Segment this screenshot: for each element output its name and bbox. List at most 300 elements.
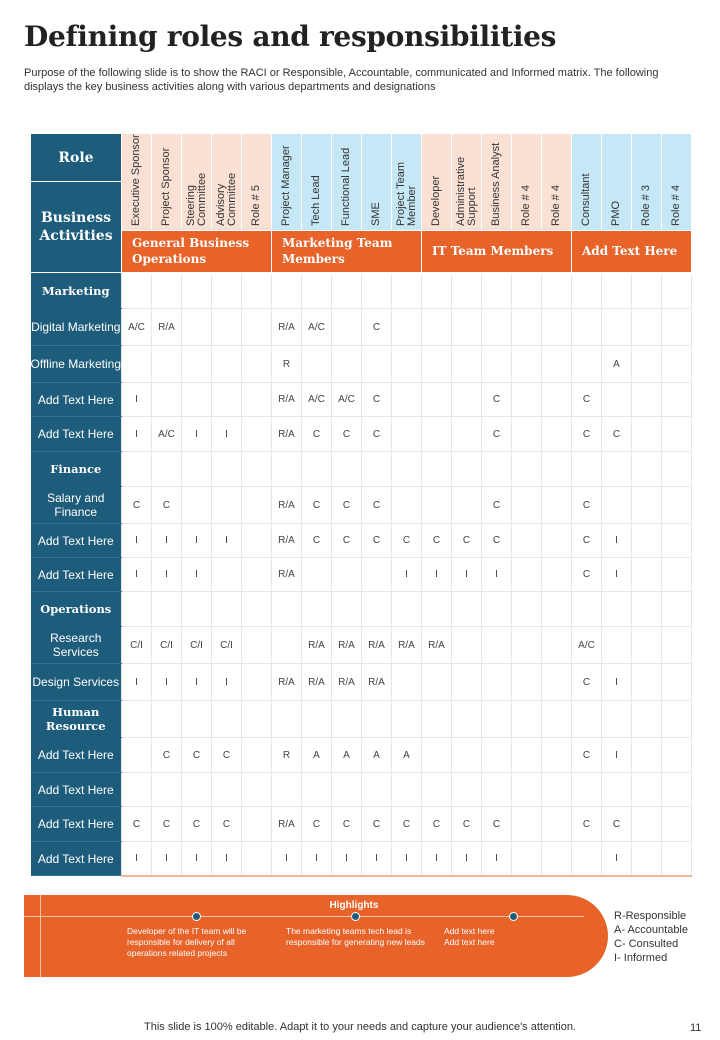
empty-cell	[242, 592, 272, 627]
raci-cell: I	[272, 842, 302, 876]
raci-cell: R/A	[272, 309, 302, 346]
raci-cell	[572, 773, 602, 807]
raci-cell	[242, 664, 272, 701]
raci-cell	[542, 309, 572, 346]
raci-cell: R/A	[302, 664, 332, 701]
table-row	[31, 627, 692, 664]
empty-cell	[452, 452, 482, 487]
activity-label: Add Text Here	[31, 417, 122, 452]
raci-cell	[662, 346, 692, 383]
role-header	[542, 134, 572, 231]
empty-cell	[122, 452, 152, 487]
raci-cell	[332, 773, 362, 807]
role-name: SME	[370, 202, 382, 226]
raci-cell: C	[572, 558, 602, 592]
raci-cell: C	[302, 417, 332, 452]
raci-cell	[572, 842, 602, 876]
empty-cell	[632, 273, 662, 309]
raci-cell	[242, 558, 272, 592]
raci-cell: C	[602, 807, 632, 842]
activity-label: Add Text Here	[31, 524, 122, 558]
roles-header-row	[31, 134, 692, 182]
raci-cell	[662, 664, 692, 701]
raci-cell: A	[332, 738, 362, 773]
empty-cell	[302, 701, 332, 738]
raci-cell	[662, 773, 692, 807]
raci-cell: I	[422, 558, 452, 592]
raci-cell	[422, 383, 452, 417]
empty-cell	[392, 273, 422, 309]
raci-cell	[602, 309, 632, 346]
legend-item: C- Consulted	[614, 938, 679, 950]
raci-cell	[542, 773, 572, 807]
raci-cell: I	[392, 842, 422, 876]
role-header	[512, 134, 542, 231]
raci-cell: R/A	[272, 807, 302, 842]
raci-cell	[662, 627, 692, 664]
raci-cell: I	[122, 417, 152, 452]
empty-cell	[632, 592, 662, 627]
raci-cell	[422, 738, 452, 773]
raci-cell: I	[182, 664, 212, 701]
raci-cell: I	[122, 558, 152, 592]
raci-cell: I	[602, 558, 632, 592]
raci-cell: C	[362, 383, 392, 417]
empty-cell	[542, 273, 572, 309]
role-header	[602, 134, 632, 231]
empty-cell	[332, 592, 362, 627]
activity-label: Offline Marketing	[31, 346, 122, 383]
raci-cell	[422, 417, 452, 452]
raci-cell	[242, 417, 272, 452]
raci-cell	[212, 487, 242, 524]
raci-cell	[662, 383, 692, 417]
raci-cell: I	[452, 842, 482, 876]
raci-cell	[602, 383, 632, 417]
raci-cell	[422, 664, 452, 701]
raci-cell: I	[152, 558, 182, 592]
empty-cell	[332, 452, 362, 487]
role-name: Project Sponsor	[160, 147, 172, 226]
raci-cell	[632, 383, 662, 417]
raci-cell	[212, 346, 242, 383]
raci-cell	[332, 346, 362, 383]
raci-cell: C	[332, 417, 362, 452]
empty-cell	[662, 273, 692, 309]
department-header: Add Text Here	[572, 231, 692, 273]
raci-cell: I	[602, 842, 632, 876]
page-subtitle: Purpose of the following slide is to show the RACI or Responsible, Accountable, communicated and Informed matrix. The following displays the key business activities along with various departments and designations	[24, 67, 659, 93]
empty-cell	[272, 592, 302, 627]
empty-cell	[272, 452, 302, 487]
raci-cell: C	[302, 524, 332, 558]
raci-cell: I	[212, 664, 242, 701]
raci-cell: C	[572, 417, 602, 452]
raci-cell: C	[602, 417, 632, 452]
raci-cell: C	[152, 807, 182, 842]
raci-cell: C/I	[122, 627, 152, 664]
highlight-item-3: Add text here Add text here	[444, 926, 495, 947]
empty-cell	[512, 701, 542, 738]
category-label: Finance	[31, 452, 122, 487]
raci-cell	[542, 842, 572, 876]
raci-cell	[272, 773, 302, 807]
raci-cell	[542, 664, 572, 701]
raci-cell	[332, 309, 362, 346]
raci-cell	[632, 807, 662, 842]
empty-cell	[662, 701, 692, 738]
raci-cell	[542, 383, 572, 417]
raci-cell	[392, 664, 422, 701]
activity-label: Salary and Finance	[31, 487, 122, 524]
raci-cell	[662, 487, 692, 524]
raci-cell	[632, 842, 662, 876]
raci-cell	[452, 309, 482, 346]
activity-label: Add Text Here	[31, 383, 122, 417]
raci-cell	[662, 524, 692, 558]
raci-cell	[512, 558, 542, 592]
raci-cell	[452, 346, 482, 383]
raci-cell: I	[182, 558, 212, 592]
activity-label: Design Services	[31, 664, 122, 701]
raci-cell	[452, 627, 482, 664]
timeline-dot-icon	[509, 912, 518, 921]
empty-cell	[362, 701, 392, 738]
empty-cell	[302, 592, 332, 627]
raci-cell: A/C	[122, 309, 152, 346]
raci-cell	[512, 383, 542, 417]
raci-cell	[302, 558, 332, 592]
empty-cell	[632, 452, 662, 487]
raci-cell: A	[602, 346, 632, 383]
empty-cell	[212, 273, 242, 309]
raci-cell	[512, 309, 542, 346]
raci-cell	[182, 383, 212, 417]
raci-cell: I	[182, 524, 212, 558]
raci-cell: C	[362, 524, 392, 558]
empty-cell	[212, 452, 242, 487]
raci-cell	[512, 807, 542, 842]
empty-cell	[632, 701, 662, 738]
raci-cell	[512, 487, 542, 524]
raci-cell	[632, 558, 662, 592]
activity-label: Research Services	[31, 627, 122, 664]
empty-cell	[152, 273, 182, 309]
raci-cell	[542, 558, 572, 592]
table-row	[31, 524, 692, 558]
department-header: Marketing Team Members	[272, 231, 422, 273]
raci-cell: C	[332, 524, 362, 558]
empty-cell	[152, 452, 182, 487]
department-header: General Business Operations	[122, 231, 272, 273]
raci-cell: R/A	[152, 309, 182, 346]
category-label: Human Resource	[31, 701, 122, 738]
raci-cell: C	[482, 417, 512, 452]
empty-cell	[542, 592, 572, 627]
empty-cell	[362, 452, 392, 487]
role-name: Role # 4	[520, 185, 532, 226]
empty-cell	[212, 592, 242, 627]
raci-cell: I	[212, 417, 242, 452]
raci-cell	[362, 773, 392, 807]
raci-cell	[662, 417, 692, 452]
raci-cell: I	[182, 417, 212, 452]
raci-cell: R/A	[272, 664, 302, 701]
empty-cell	[392, 592, 422, 627]
raci-cell	[332, 558, 362, 592]
raci-cell: I	[452, 558, 482, 592]
empty-cell	[362, 273, 392, 309]
raci-cell: C	[392, 524, 422, 558]
raci-cell	[482, 738, 512, 773]
category-row	[31, 701, 692, 738]
raci-cell: R/A	[272, 487, 302, 524]
empty-cell	[482, 273, 512, 309]
raci-cell: C	[302, 807, 332, 842]
table-row	[31, 807, 692, 842]
raci-cell: C	[152, 487, 182, 524]
raci-cell	[392, 346, 422, 383]
raci-cell: R/A	[272, 524, 302, 558]
role-name: Project Team Member	[394, 162, 418, 226]
raci-cell: R/A	[362, 627, 392, 664]
role-header	[212, 134, 242, 231]
role-name: Role # 4	[670, 185, 682, 226]
raci-cell	[452, 664, 482, 701]
empty-cell	[332, 701, 362, 738]
raci-cell: I	[122, 383, 152, 417]
raci-cell	[242, 738, 272, 773]
raci-cell: I	[602, 664, 632, 701]
raci-cell: C	[362, 487, 392, 524]
raci-cell: C	[362, 309, 392, 346]
legend-item: A- Accountable	[614, 924, 688, 936]
raci-cell: C	[332, 487, 362, 524]
raci-cell: I	[602, 738, 632, 773]
empty-cell	[422, 452, 452, 487]
raci-cell	[242, 487, 272, 524]
raci-cell	[452, 738, 482, 773]
raci-cell: C/I	[152, 627, 182, 664]
empty-cell	[422, 273, 452, 309]
raci-cell: R/A	[332, 664, 362, 701]
raci-cell	[422, 309, 452, 346]
raci-cell: C/I	[182, 627, 212, 664]
timeline-dot-icon	[192, 912, 201, 921]
raci-legend	[614, 909, 688, 965]
role-name: Functional Lead	[340, 147, 352, 226]
page-title: Defining roles and responsibilities	[24, 20, 557, 53]
raci-cell: R/A	[332, 627, 362, 664]
raci-cell	[542, 346, 572, 383]
raci-cell: I	[482, 558, 512, 592]
raci-cell: C/I	[212, 627, 242, 664]
raci-cell	[242, 309, 272, 346]
raci-cell: R/A	[272, 558, 302, 592]
empty-cell	[122, 701, 152, 738]
empty-cell	[542, 701, 572, 738]
empty-cell	[482, 701, 512, 738]
empty-cell	[482, 452, 512, 487]
raci-cell: C	[452, 807, 482, 842]
activity-label: Add Text Here	[31, 558, 122, 592]
raci-cell	[512, 627, 542, 664]
activity-label: Add Text Here	[31, 773, 122, 807]
raci-cell	[302, 346, 332, 383]
raci-cell: A/C	[302, 309, 332, 346]
empty-cell	[452, 273, 482, 309]
timeline-dot-icon	[351, 912, 360, 921]
role-header	[422, 134, 452, 231]
raci-cell	[152, 383, 182, 417]
raci-cell	[512, 524, 542, 558]
table-row	[31, 664, 692, 701]
raci-matrix	[30, 133, 692, 877]
raci-cell: C	[452, 524, 482, 558]
role-header	[662, 134, 692, 231]
footer-note: This slide is 100% editable. Adapt it to your needs and capture your audience's attention.	[144, 1021, 576, 1033]
table-row	[31, 842, 692, 876]
raci-cell	[242, 807, 272, 842]
raci-cell	[122, 738, 152, 773]
empty-cell	[602, 452, 632, 487]
raci-cell: R/A	[302, 627, 332, 664]
category-row	[31, 592, 692, 627]
raci-cell	[362, 346, 392, 383]
raci-cell	[452, 487, 482, 524]
role-name: PMO	[610, 200, 622, 226]
raci-cell: C	[482, 807, 512, 842]
empty-cell	[512, 452, 542, 487]
empty-cell	[272, 701, 302, 738]
raci-cell	[632, 738, 662, 773]
empty-cell	[452, 592, 482, 627]
raci-cell	[122, 346, 152, 383]
raci-cell	[152, 346, 182, 383]
empty-cell	[662, 452, 692, 487]
raci-cell: C	[332, 807, 362, 842]
raci-cell	[182, 773, 212, 807]
activity-label: Add Text Here	[31, 807, 122, 842]
role-name: Business Analyst	[490, 142, 502, 226]
raci-cell	[422, 773, 452, 807]
empty-cell	[212, 701, 242, 738]
role-header	[302, 134, 332, 231]
role-header	[452, 134, 482, 231]
legend-item: I- Informed	[614, 952, 668, 964]
raci-cell	[632, 664, 662, 701]
role-name: Role # 4	[550, 185, 562, 226]
role-header	[152, 134, 182, 231]
raci-cell	[482, 346, 512, 383]
raci-cell: C	[122, 487, 152, 524]
empty-cell	[602, 701, 632, 738]
raci-cell	[542, 487, 572, 524]
raci-cell: I	[122, 524, 152, 558]
role-name: Project Manager	[280, 145, 292, 226]
raci-cell: R/A	[392, 627, 422, 664]
raci-cell	[662, 842, 692, 876]
page-number: 11	[690, 1022, 702, 1034]
raci-cell: A	[362, 738, 392, 773]
raci-cell	[512, 842, 542, 876]
raci-cell	[662, 309, 692, 346]
raci-cell	[602, 627, 632, 664]
raci-cell	[392, 773, 422, 807]
raci-cell	[452, 773, 482, 807]
raci-cell: I	[332, 842, 362, 876]
empty-cell	[482, 592, 512, 627]
raci-cell: R/A	[272, 383, 302, 417]
raci-cell	[122, 773, 152, 807]
role-name: Tech Lead	[310, 175, 322, 226]
raci-cell	[392, 383, 422, 417]
empty-cell	[542, 452, 572, 487]
raci-cell	[242, 346, 272, 383]
highlights-panel	[24, 895, 608, 977]
empty-cell	[182, 273, 212, 309]
raci-cell	[152, 773, 182, 807]
highlight-item-2: The marketing teams tech lead is responsible for generating new leads	[286, 926, 425, 947]
raci-cell: A/C	[152, 417, 182, 452]
raci-cell: R	[272, 346, 302, 383]
raci-cell: C	[362, 417, 392, 452]
raci-cell	[542, 738, 572, 773]
empty-cell	[182, 592, 212, 627]
raci-cell	[632, 773, 662, 807]
raci-cell	[362, 558, 392, 592]
empty-cell	[242, 701, 272, 738]
raci-cell: R/A	[272, 417, 302, 452]
role-name: Advisory Committee	[214, 172, 238, 226]
role-name: Role # 5	[250, 185, 262, 226]
raci-cell: C	[422, 807, 452, 842]
table-row	[31, 738, 692, 773]
empty-cell	[272, 273, 302, 309]
empty-cell	[572, 592, 602, 627]
raci-cell: A/C	[332, 383, 362, 417]
raci-cell	[182, 309, 212, 346]
raci-cell	[542, 807, 572, 842]
raci-cell: C	[572, 383, 602, 417]
table-row	[31, 773, 692, 807]
role-header	[482, 134, 512, 231]
role-header	[272, 134, 302, 231]
raci-cell: A	[392, 738, 422, 773]
empty-cell	[152, 701, 182, 738]
raci-cell: I	[152, 524, 182, 558]
raci-cell	[422, 346, 452, 383]
business-activities-label: Business Activities	[31, 182, 122, 273]
raci-cell	[242, 773, 272, 807]
raci-cell: C	[212, 807, 242, 842]
highlights-title: Highlights	[329, 900, 379, 911]
role-header	[572, 134, 602, 231]
empty-cell	[152, 592, 182, 627]
raci-cell: I	[392, 558, 422, 592]
raci-cell	[242, 524, 272, 558]
raci-cell: I	[152, 842, 182, 876]
category-row	[31, 452, 692, 487]
empty-cell	[392, 701, 422, 738]
raci-cell	[482, 773, 512, 807]
raci-cell: R/A	[422, 627, 452, 664]
role-name: Developer	[430, 175, 442, 226]
raci-cell: C	[572, 664, 602, 701]
raci-cell: I	[212, 524, 242, 558]
raci-cell	[512, 346, 542, 383]
raci-cell: I	[302, 842, 332, 876]
